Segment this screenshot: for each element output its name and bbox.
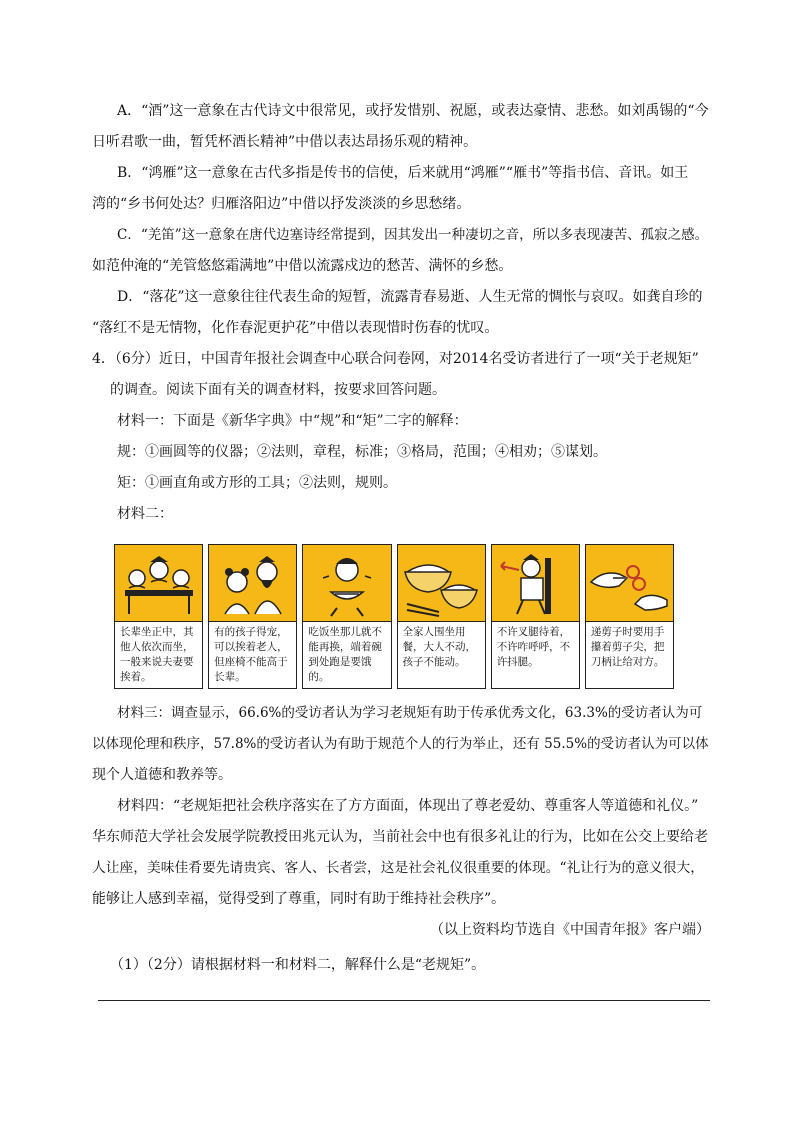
comic-panel: [208, 544, 297, 689]
comic-panel: [585, 544, 674, 689]
option-d-line2: “落红不是无情物，化作春泥更护花”中借以表现惜时伤春的忧叹。: [92, 320, 499, 336]
option-d-line1: D．“落花”这一意象往往代表生命的短暂，流露青春易逝、人生无常的惆怅与哀叹。如龚自珍的: [117, 289, 703, 305]
material-3-line1: 材料三：调查显示，66.6%的受访者认为学习老规矩有助于传承优秀文化，63.3%的受访者认为可: [117, 705, 703, 721]
material-3-line2: 以体现伦理和秩序，57.8%的受访者认为有助于规范个人的行为举止，还有 55.5%的受访者认为可以体: [92, 736, 709, 752]
question-4-line1: 4．（6分）近日，中国青年报社会调查中心联合问卷网，对2014名受访者进行了一项“关于老规矩”: [92, 351, 699, 367]
comic-panel: [114, 544, 203, 689]
definition-gui: 规：①画圆等的仪器；②法则，章程，标准；③格局，范围；④相劝；⑤谋划。: [117, 444, 607, 460]
answer-line[interactable]: [98, 1000, 710, 1001]
material-2-title: 材料二：: [117, 506, 173, 522]
material-4-line1: 材料四：“老规矩把社会秩序落实在了方方面面，体现出了尊老爱幼、尊重客人等道德和礼仪。”: [117, 798, 699, 814]
rice-bowls-icon: [398, 545, 485, 622]
material-3-line3: 现个人道德和教养等。: [92, 767, 232, 783]
option-a-line1: A．“酒”这一意象在古代诗文中很常见，或抒发惜别、祝愿，或表达豪情、悲愁。如刘禹锡的“今: [117, 103, 709, 119]
man-in-chair-icon: [492, 545, 579, 622]
option-b-line1: B．“鸿雁”这一意象在古代多指是传书的信使，后来就用“鸿雁”“雁书”等指书信、音讯。如王: [117, 165, 689, 181]
option-c-line2: 如范仲淹的“羌管悠悠霜满地”中借以流露戍边的愁苦、满怀的乡愁。: [92, 258, 513, 274]
option-a-line2: 日听君歌一曲，暂凭杯酒长精神”中借以表达昂扬乐观的精神。: [92, 134, 478, 150]
comic-strip: [114, 544, 674, 689]
panel-caption: 长辈坐正中，其他人依次而坐，一般来说夫妻要挨着。: [120, 626, 194, 683]
comic-panel: [491, 544, 580, 689]
child-with-bowl-icon: [303, 545, 390, 622]
panel-caption: 递剪子时要用手攥着剪子尖，把刀柄让给对方。: [590, 626, 665, 668]
option-c-line1: C．“羌笛”这一意象在唐代边塞诗经常提到，因其发出一种凄切之音，所以多表现凄苦、孤寂之感。: [117, 227, 709, 243]
material-4-line3: 人让座，美味佳肴要先请贵宾、客人、长者尝，这是社会礼仪很重要的体现。“礼让行为的意义很大，: [92, 860, 705, 876]
panel-caption: 不许叉腿待着，不许咋呼呼，不许抖腿。: [496, 626, 571, 668]
sub-question-1: （1）（2分）请根据材料一和材料二，解释什么是“老规矩”。: [110, 957, 486, 973]
panel-caption: 有的孩子得宠，可以挨着老人，但座椅不能高于长辈。: [214, 626, 288, 683]
material-4-line4: 能够让人感到幸福，觉得受到了尊重，同时有助于维持社会秩序”。: [92, 891, 506, 907]
family-at-table-icon: [115, 545, 202, 622]
panel-caption: 全家人围坐用餐，大人不动，孩子不能动。: [402, 626, 477, 668]
question-4-line2: 的调查。阅读下面有关的调查材料，按要求回答问题。: [110, 382, 446, 398]
source-note: （以上资料均节选自《中国青年报》客户端）: [430, 922, 710, 938]
comic-panel: [302, 544, 391, 689]
comic-panel: [397, 544, 486, 689]
definition-ju: 矩：①画直角或方形的工具；②法则，规则。: [117, 475, 397, 491]
material-1-title: 材料一：下面是《新华字典》中“规”和“矩”二字的解释：: [117, 413, 468, 429]
option-b-line2: 湾的“乡书何处达？归雁洛阳边”中借以抒发淡淡的乡思愁绪。: [92, 196, 471, 212]
panel-caption: 吃饭坐那儿就不能再换，端着碗到处跑是要饿的。: [308, 626, 382, 683]
scissors-handover-icon: [586, 545, 673, 622]
material-4-line2: 华东师范大学社会发展学院教授田兆元认为，当前社会中也有很多礼让的行为，比如在公交上要给老: [92, 829, 708, 845]
child-and-elder-icon: [209, 545, 296, 622]
